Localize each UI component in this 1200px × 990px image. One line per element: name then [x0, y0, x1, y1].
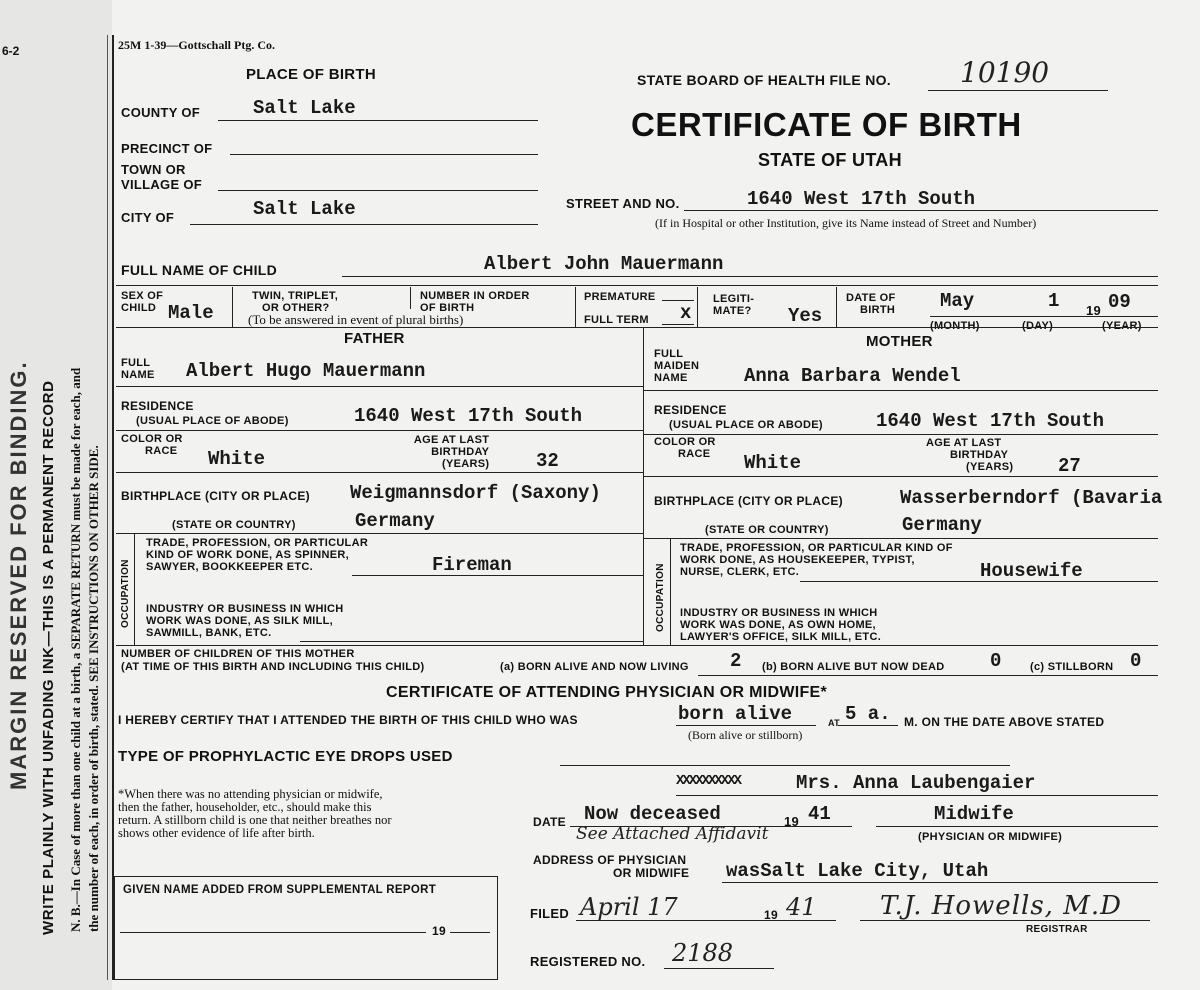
mother-industry-label-3: LAWYER'S OFFICE, SILK MILL, ETC.	[680, 631, 882, 643]
mother-color-label-1: COLOR OR	[654, 436, 716, 448]
month-caption: (MONTH)	[930, 320, 980, 332]
father-residence-sub: (USUAL PLACE OF ABODE)	[136, 415, 289, 427]
file-no-label: STATE BOARD OF HEALTH FILE NO.	[637, 72, 891, 88]
premature-line	[662, 300, 694, 301]
county-line	[218, 120, 538, 121]
margin-reserved-text: MARGIN RESERVED FOR BINDING.	[6, 360, 31, 790]
street-label: STREET AND NO.	[566, 196, 680, 211]
address-label-1: ADDRESS OF PHYSICIAN	[533, 853, 687, 867]
full-name-line	[342, 276, 1158, 277]
dob-line	[930, 316, 1158, 317]
legit-label-2: MATE?	[713, 305, 752, 317]
mother-heading: MOTHER	[866, 333, 933, 350]
mother-name-label-1: FULL	[654, 348, 684, 360]
children-b-value: 0	[990, 650, 1002, 672]
father-name-label	[121, 357, 155, 381]
legit-label-1: LEGITI-	[713, 293, 755, 305]
footnote	[118, 788, 392, 840]
mother-color-line	[643, 476, 1158, 477]
child-full-name: Albert John Mauermann	[484, 253, 724, 275]
nb-line-2: the number of each, in order of birth, stated. SEE INSTRUCTIONS ON OTHER SIDE.	[86, 445, 101, 932]
supplemental-line	[120, 932, 426, 933]
full-name-label: FULL NAME OF CHILD	[121, 262, 278, 278]
date-label: DATE	[533, 815, 566, 829]
year-caption: (YEAR)	[1102, 320, 1142, 332]
full-term-line	[662, 324, 694, 325]
children-b-label: (b) BORN ALIVE BUT NOW DEAD	[762, 661, 945, 673]
footnote-3: return. A stillborn child is one that neither breathes nor	[118, 813, 392, 827]
father-residence: 1640 West 17th South	[354, 405, 583, 427]
registrar-signature: T.J. Howells, M.D	[880, 891, 1122, 921]
attached-note: See Attached Affidavit	[576, 824, 769, 844]
nb-line-1: N. B.—In Case of more than one child at a birth, a SEPARATE RETURN must be made for each, and	[68, 367, 83, 932]
father-color-label	[121, 433, 183, 457]
printer-line: 25M 1-39—Gottschall Ptg. Co.	[118, 38, 275, 52]
twin-label	[252, 290, 338, 314]
street-line	[684, 210, 1158, 211]
col-div-2	[410, 287, 411, 309]
father-color-label-1: COLOR OR	[121, 433, 183, 445]
plural-note: (To be answered in event of plural births)	[248, 312, 464, 327]
col-div-3	[575, 287, 576, 327]
date-year: 41	[808, 803, 831, 825]
legit-value: Yes	[788, 305, 823, 327]
signer-line	[676, 795, 1158, 796]
born-note: (Born alive or stillborn)	[688, 728, 803, 742]
father-trade-label-3: SAWYER, BOOKKEEPER ETC.	[146, 561, 314, 573]
children-label-2: (AT TIME OF THIS BIRTH AND INCLUDING THIS CHILD)	[121, 661, 425, 673]
mother-color: White	[744, 452, 802, 474]
mother-occupation-label: OCCUPATION	[655, 563, 666, 632]
filed-year-prefix: 19	[764, 908, 778, 922]
twin-label-1: TWIN, TRIPLET,	[252, 290, 339, 302]
mother-name: Anna Barbara Wendel	[744, 365, 961, 387]
write-plainly-text: WRITE PLAINLY WITH UNFADING INK—THIS IS A PERMANENT RECORD	[40, 380, 57, 935]
father-occupation-label: OCCUPATION	[120, 559, 131, 628]
sex-label-2: CHILD	[121, 302, 157, 314]
filed-label: FILED	[530, 906, 570, 921]
filed-line	[576, 920, 836, 921]
father-industry-label-1: INDUSTRY OR BUSINESS IN WHICH	[146, 603, 344, 615]
mother-color-label-2: RACE	[678, 448, 711, 460]
mother-birthplace-line	[643, 538, 1158, 539]
mother-age: 27	[1058, 455, 1081, 477]
role-caption: (PHYSICIAN OR MIDWIFE)	[918, 831, 1063, 843]
legit-label	[713, 293, 754, 317]
struck-text: XXXXXXXXXX	[676, 773, 741, 789]
address-line	[722, 882, 1158, 883]
father-trade-label-1: TRADE, PROFESSION, OR PARTICULAR	[146, 537, 369, 549]
registrar-label: REGISTRAR	[1026, 924, 1088, 935]
father-birthplace-line	[116, 533, 643, 534]
mother-trade-label-3: NURSE, CLERK, ETC.	[680, 566, 800, 578]
mother-industry-label-2: WORK WAS DONE, AS OWN HOME,	[680, 619, 876, 631]
registered-label: REGISTERED NO.	[530, 954, 646, 969]
mother-age-label-2: BIRTHDAY	[950, 449, 1009, 461]
state-subtitle: STATE OF UTAH	[758, 150, 902, 170]
sex-label-1: SEX OF	[121, 290, 164, 302]
mother-residence: 1640 West 17th South	[876, 410, 1105, 432]
supplemental-year: 19	[432, 924, 446, 938]
dob-year-prefix: 19	[1086, 303, 1102, 318]
address-value: wasSalt Lake City, Utah	[726, 860, 989, 882]
father-age-label-2: BIRTHDAY	[431, 446, 490, 458]
dob-label-1: DATE OF	[846, 292, 896, 304]
mother-age-label-3: (YEARS)	[966, 461, 1014, 473]
sex-value: Male	[168, 302, 214, 324]
street-value: 1640 West 17th South	[747, 188, 976, 210]
father-age-label-1: AGE AT LAST	[413, 434, 490, 446]
city-label: CITY OF	[121, 210, 175, 225]
parents-bottom	[116, 645, 1158, 646]
children-c-label: (c) STILLBORN	[1030, 661, 1114, 673]
father-trade-label	[146, 537, 368, 573]
mother-color-label	[654, 436, 716, 460]
children-line	[698, 675, 1158, 676]
father-state: Germany	[355, 510, 435, 532]
father-occupation-div	[134, 533, 135, 645]
father-trade: Fireman	[432, 554, 512, 576]
role-value: Midwife	[934, 803, 1014, 825]
date-year-prefix: 19	[784, 814, 800, 829]
born-status-line	[676, 725, 816, 726]
time-line	[838, 725, 898, 726]
mother-age-label-1: AGE AT LAST	[926, 437, 1002, 449]
father-industry-label-2: WORK WAS DONE, AS SILK MILL,	[146, 615, 334, 627]
filed-value: April 17	[580, 893, 678, 921]
father-color: White	[208, 448, 266, 470]
father-color-label-2: RACE	[145, 445, 178, 457]
margin-rule	[112, 35, 114, 980]
certify-text: I HEREBY CERTIFY THAT I ATTENDED THE BIRTH OF THIS CHILD WHO WAS	[118, 713, 578, 727]
father-age-label	[402, 434, 489, 470]
margin-rule-inner	[107, 35, 108, 980]
town-line	[218, 190, 538, 191]
father-trade-label-2: KIND OF WORK DONE, AS SPINNER,	[146, 549, 349, 561]
registered-line	[664, 968, 774, 969]
place-of-birth-heading: PLACE OF BIRTH	[246, 66, 377, 83]
mother-occupation-div	[670, 538, 671, 645]
mother-industry-label	[680, 607, 881, 643]
father-trade-line	[352, 575, 643, 576]
role-line	[876, 826, 1158, 827]
children-a-label: (a) BORN ALIVE AND NOW LIVING	[500, 661, 689, 673]
mother-trade-label	[680, 542, 953, 578]
signer-name: Mrs. Anna Laubengaier	[796, 772, 1036, 794]
children-a-value: 2	[730, 650, 742, 672]
street-note: (If in Hospital or other Institution, give its Name instead of Street and Number)	[655, 216, 1037, 230]
day-caption: (DAY)	[1022, 320, 1054, 332]
dob-label	[846, 292, 896, 316]
father-residence-line	[116, 430, 643, 431]
certificate-title: CERTIFICATE OF BIRTH	[631, 106, 1022, 143]
county-value: Salt Lake	[253, 97, 356, 119]
mother-name-label-2: MAIDEN	[654, 360, 700, 372]
eye-drops-label: TYPE OF PROPHYLACTIC EYE DROPS USED	[118, 748, 453, 765]
mother-name-label	[654, 348, 699, 384]
order-label-2: OF BIRTH	[420, 302, 475, 314]
father-name: Albert Hugo Mauermann	[186, 360, 426, 382]
mother-trade: Housewife	[980, 560, 1083, 582]
father-age-label-3: (YEARS)	[442, 458, 490, 470]
order-label	[420, 290, 530, 314]
precinct-label: PRECINCT OF	[121, 141, 213, 156]
father-birthplace: Weigmannsdorf (Saxony)	[350, 482, 601, 504]
dob-day: 1	[1048, 290, 1060, 312]
child-row-bottom	[116, 327, 1158, 328]
children-label-1: NUMBER OF CHILDREN OF THIS MOTHER	[121, 648, 355, 660]
mother-trade-label-2: WORK DONE, AS HOUSEKEEPER, TYPIST,	[680, 554, 915, 566]
eye-drops-line	[560, 765, 1010, 766]
father-industry-label	[146, 603, 344, 639]
mother-age-label	[926, 437, 1013, 473]
address-label-2: OR MIDWIFE	[613, 866, 690, 880]
supplemental-label: GIVEN NAME ADDED FROM SUPPLEMENTAL REPORT	[123, 884, 437, 896]
mother-trade-line	[800, 581, 1158, 582]
date-value: Now deceased	[584, 803, 721, 825]
father-name-line	[116, 386, 643, 387]
child-row-top	[116, 285, 1158, 286]
born-status: born alive	[678, 703, 793, 725]
time-value: 5 a.	[845, 703, 891, 725]
col-div-4	[697, 287, 698, 327]
mother-trade-label-1: TRADE, PROFESSION, OR PARTICULAR KIND OF	[680, 542, 953, 554]
precinct-line	[230, 154, 538, 155]
mother-name-label-3: NAME	[654, 372, 688, 384]
registered-value: 2188	[672, 939, 734, 967]
children-c-value: 0	[1130, 650, 1142, 672]
file-no-value: 10190	[960, 56, 1050, 89]
dob-label-2: BIRTH	[860, 304, 896, 316]
town-label-2: VILLAGE OF	[121, 177, 202, 192]
father-name-label-1: FULL	[121, 357, 151, 369]
twin-label-2: OR OTHER?	[262, 302, 330, 314]
mother-state-label: (STATE OR COUNTRY)	[705, 524, 829, 536]
footnote-1: *When there was no attending physician or midwife,	[118, 787, 383, 801]
physician-heading: CERTIFICATE OF ATTENDING PHYSICIAN OR MIDWIFE*	[386, 684, 828, 701]
premature-label: PREMATURE	[584, 291, 656, 303]
mother-residence-line	[643, 434, 1158, 435]
margin-code: 6-2	[2, 44, 20, 58]
m-label: M. ON THE DATE ABOVE STATED	[904, 715, 1105, 729]
parents-divider	[643, 327, 644, 645]
mother-name-line	[643, 390, 1158, 391]
city-value: Salt Lake	[253, 198, 356, 220]
filed-year: 41	[786, 893, 817, 921]
father-residence-label: RESIDENCE	[121, 399, 194, 413]
mother-state: Germany	[902, 514, 982, 536]
supplemental-year-line	[450, 932, 490, 933]
father-color-line	[116, 472, 643, 473]
father-state-label: (STATE OR COUNTRY)	[172, 519, 296, 531]
dob-year: 09	[1108, 291, 1131, 313]
full-term-mark: x	[680, 302, 692, 324]
sex-label	[121, 290, 163, 314]
father-industry-label-3: SAWMILL, BANK, ETC.	[146, 627, 272, 639]
address-label	[533, 854, 689, 880]
col-div-5	[836, 287, 837, 327]
father-industry-line	[300, 641, 643, 642]
footnote-4: shows other evidence of life after birth.	[118, 826, 315, 840]
at-label: AT	[828, 718, 840, 728]
father-age: 32	[536, 450, 559, 472]
dob-month: May	[940, 290, 975, 312]
file-no-line	[928, 90, 1108, 91]
city-line	[190, 224, 538, 225]
registrar-line	[860, 920, 1150, 921]
mother-birthplace-label: BIRTHPLACE (CITY OR PLACE)	[654, 494, 843, 508]
father-name-label-2: NAME	[121, 369, 155, 381]
mother-industry-label-1: INDUSTRY OR BUSINESS IN WHICH	[680, 607, 878, 619]
father-heading: FATHER	[344, 330, 405, 347]
town-label-1: TOWN OR	[121, 162, 186, 177]
father-birthplace-label: BIRTHPLACE (CITY OR PLACE)	[121, 489, 310, 503]
mother-residence-sub: (USUAL PLACE OR ABODE)	[669, 419, 823, 431]
order-label-1: NUMBER IN ORDER	[420, 290, 530, 302]
mother-birthplace: Wasserberndorf (Bavaria	[900, 487, 1163, 509]
footnote-2: then the father, householder, etc., should make this	[118, 800, 372, 814]
county-label: COUNTY OF	[121, 105, 201, 120]
full-term-label: FULL TERM	[584, 314, 649, 326]
col-div-1	[232, 287, 233, 327]
mother-residence-label: RESIDENCE	[654, 403, 727, 417]
